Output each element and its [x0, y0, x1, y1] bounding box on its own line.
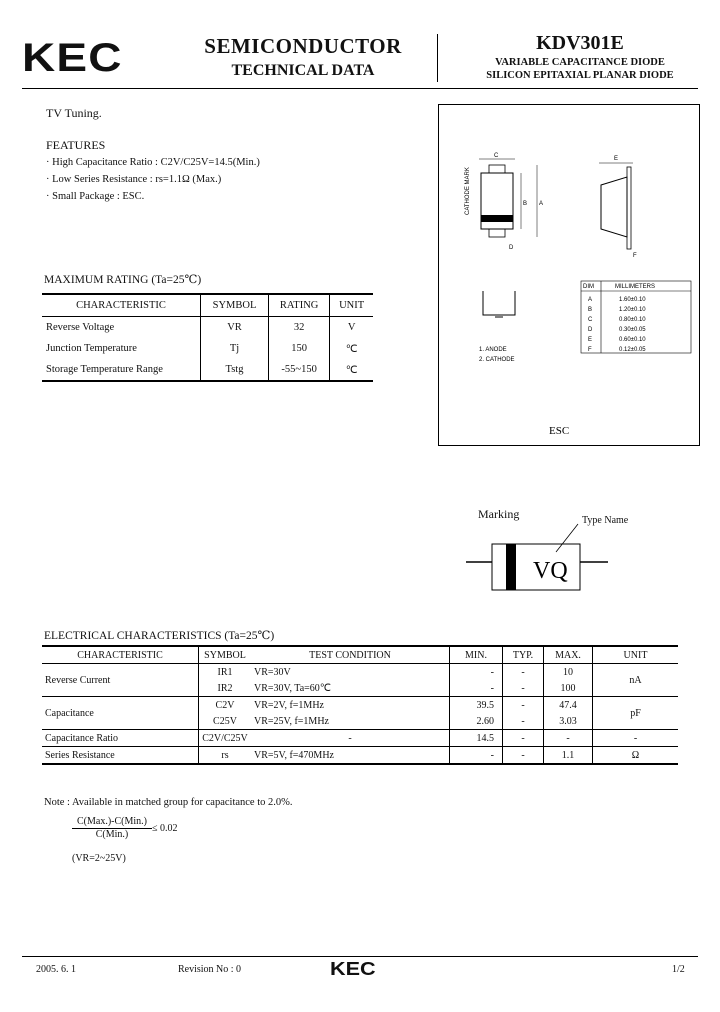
cell: rs — [199, 747, 252, 765]
dim-label-e: E — [614, 156, 619, 162]
lead-top — [489, 165, 505, 173]
dim-cell: B — [588, 307, 593, 313]
cell: Reverse Voltage — [46, 322, 115, 333]
feature-item: · High Capacitance Ratio : C2V/C25V=14.5(Min.) — [46, 157, 260, 168]
note-text: Note : Available in matched group for capacitance to 2.0%. — [44, 797, 293, 808]
elec-char-title: ELECTRICAL CHARACTERISTICS (Ta=25℃) — [44, 630, 275, 642]
cell: Capacitance Ratio — [42, 730, 199, 747]
cell: - — [544, 730, 593, 747]
table-row — [42, 338, 373, 359]
col-header: CHARACTERISTIC — [42, 646, 199, 664]
cell: 10 — [544, 664, 593, 681]
package-bottom-view — [483, 291, 515, 315]
formula-numerator: C(Max.)-C(Min.) — [72, 816, 152, 829]
formula-limit: ≤ 0.02 — [152, 823, 178, 834]
cell: 100 — [544, 680, 593, 697]
table-row — [42, 747, 678, 765]
formula-denominator: C(Min.) — [95, 829, 129, 840]
dim-label-f: F — [633, 253, 637, 259]
cell: Tstg — [201, 359, 269, 381]
dimension-table — [581, 281, 691, 353]
cell: 1.1 — [544, 747, 593, 765]
subtitle-1: VARIABLE CAPACITANCE DIODE — [495, 57, 665, 68]
cell: ℃ — [330, 338, 373, 359]
elec-char-table — [42, 645, 678, 765]
semiconductor-title: SEMICONDUCTOR — [204, 34, 402, 58]
formula-condition: (VR=2~25V) — [72, 853, 126, 864]
cell: - — [251, 730, 450, 747]
pin-label: 2. CATHODE — [479, 357, 515, 363]
package-name: ESC — [549, 425, 570, 437]
header-divider — [437, 34, 438, 82]
dim-cell: C — [588, 317, 593, 323]
cell: VR=5V, f=470MHz — [251, 747, 450, 765]
cell: - — [503, 747, 544, 765]
col-header: TYP. — [503, 646, 544, 664]
feature-item: · Small Package : ESC. — [46, 191, 145, 202]
dim-cell: 0.80±0.10 — [619, 317, 646, 323]
cell: V — [330, 317, 373, 339]
footer-date: 2005. 6. 1 — [36, 964, 76, 975]
cell: - — [450, 680, 503, 697]
col-header: UNIT — [330, 294, 373, 317]
type-name-pointer — [556, 524, 578, 552]
dim-label-a: A — [539, 201, 544, 207]
dim-header: DIM — [583, 284, 594, 290]
dim-cell: F — [588, 347, 592, 353]
cell: - — [503, 697, 544, 714]
cell: nA — [593, 664, 679, 697]
dim-label-c: C — [494, 153, 499, 159]
cell: VR=25V, f=1MHz — [254, 715, 329, 727]
features-title: FEATURES — [46, 138, 106, 152]
cell: 2.60 — [450, 713, 503, 730]
cell: VR=30V — [254, 666, 291, 678]
type-name-label: Type Name — [582, 515, 629, 526]
col-header: MAX. — [544, 646, 593, 664]
cell: 32 — [269, 317, 330, 339]
part-number: KDV301E — [536, 32, 624, 54]
table-row — [42, 664, 678, 681]
package-outline-box — [438, 104, 700, 446]
marking-title: Marking — [478, 507, 520, 521]
dim-cell: 0.60±0.10 — [619, 337, 646, 343]
cell: ℃ — [330, 359, 373, 381]
cathode-band — [481, 215, 513, 222]
table-row — [42, 359, 373, 381]
cell: pF — [593, 697, 679, 730]
cell: 150 — [269, 338, 330, 359]
cell: - — [503, 713, 544, 730]
cell: C2V/C25V — [199, 730, 252, 747]
max-rating-title: MAXIMUM RATING (Ta=25℃) — [44, 274, 202, 286]
table-row — [42, 697, 678, 714]
pin-label: 1. ANODE — [479, 347, 507, 353]
cell: - — [593, 730, 679, 747]
dim-cell: D — [588, 327, 593, 333]
cell: - — [503, 664, 544, 681]
col-header: MIN. — [450, 646, 503, 664]
col-header: CHARACTERISTIC — [42, 294, 201, 317]
col-header: RATING — [269, 294, 330, 317]
cell: - — [503, 730, 544, 747]
cell: -55~150 — [269, 359, 330, 381]
footer-revision: Revision No : 0 — [178, 964, 242, 975]
col-header: UNIT — [593, 646, 679, 664]
col-header: SYMBOL — [199, 646, 252, 664]
cell: - — [450, 747, 503, 765]
dim-cell: 1.60±0.10 — [619, 297, 646, 303]
cell: Series Resistance — [42, 747, 199, 765]
technical-data-title: TECHNICAL DATA — [231, 62, 375, 79]
header-rule — [22, 88, 698, 89]
footer-logo: KEC — [330, 959, 376, 979]
table-row — [42, 317, 373, 339]
dim-cell: E — [588, 337, 593, 343]
cell: 39.5 — [450, 697, 503, 714]
cell: C2V — [199, 697, 252, 714]
cell: VR=2V, f=1MHz — [251, 697, 450, 714]
package-drawing — [439, 105, 699, 445]
marking-code: VQ — [533, 558, 568, 584]
cell: Capacitance — [42, 697, 199, 730]
cell: Ω — [593, 747, 679, 765]
cell: IR1 — [199, 664, 252, 681]
cell: Tj — [201, 338, 269, 359]
cell: 47.4 — [544, 697, 593, 714]
kec-logo: KEC — [22, 36, 123, 80]
cell: Reverse Current — [45, 674, 111, 686]
table-row — [42, 730, 678, 747]
col-header: TEST CONDITION — [251, 646, 450, 664]
cell: VR=30V, Ta=60℃ — [254, 682, 332, 694]
dim-cell: 1.20±0.10 — [619, 307, 646, 313]
cell: C25V — [199, 713, 252, 730]
cell: Junction Temperature — [46, 343, 137, 354]
lead-bottom — [489, 229, 505, 237]
dim-cell: 0.30±0.05 — [619, 327, 646, 333]
col-header: SYMBOL — [201, 294, 269, 317]
dim-label-d: D — [509, 245, 514, 251]
subtitle-2: SILICON EPITAXIAL PLANAR DIODE — [486, 70, 674, 81]
cell: - — [450, 664, 503, 681]
matching-formula — [72, 816, 152, 840]
footer-rule — [22, 956, 698, 957]
max-rating-table — [42, 293, 373, 382]
package-side-view — [601, 177, 627, 237]
cathode-mark-label: CATHODE MARK — [465, 167, 471, 215]
cathode-band — [506, 544, 516, 590]
marking-drawing — [466, 520, 616, 600]
cell: 14.5 — [450, 730, 503, 747]
application-text: TV Tuning. — [46, 106, 102, 120]
cell: IR2 — [199, 680, 252, 697]
footer-page-number: 1/2 — [672, 964, 685, 975]
cell: Storage Temperature Range — [42, 359, 201, 381]
cell: - — [503, 680, 544, 697]
dim-cell: A — [588, 297, 593, 303]
dim-header: MILLIMETERS — [615, 284, 656, 290]
feature-item: · Low Series Resistance : rs=1.1Ω (Max.) — [46, 174, 222, 185]
cell: 3.03 — [544, 713, 593, 730]
cell: VR — [201, 317, 269, 339]
dim-label-b: B — [523, 201, 528, 207]
dim-cell: 0.12±0.05 — [619, 347, 646, 353]
